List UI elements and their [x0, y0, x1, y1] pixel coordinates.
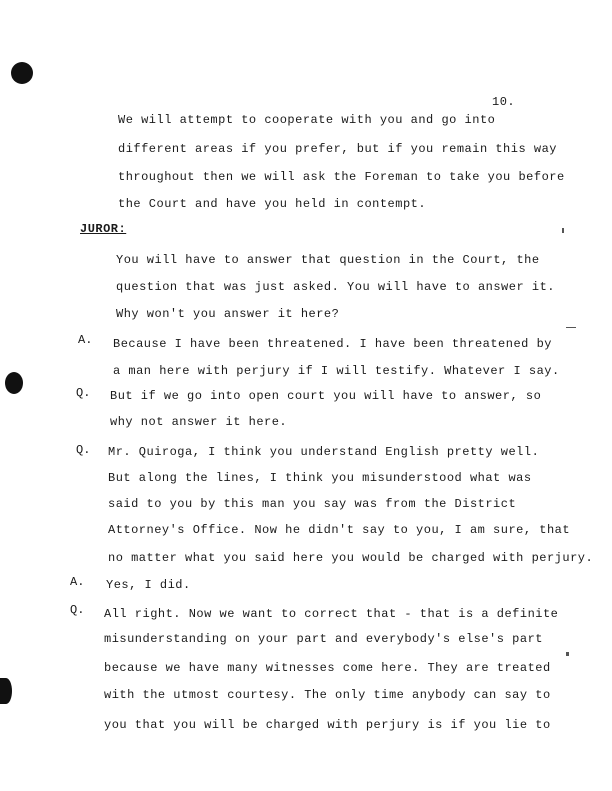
- text-line: with the utmost courtesy. The only time anybody can say to: [104, 688, 551, 702]
- text-line: no matter what you said here you would be charged with perjury.: [108, 551, 594, 565]
- text-line: a man here with perjury if I will testify. Whatever I say.: [113, 364, 560, 378]
- scan-mark: [566, 327, 576, 328]
- answer-marker: A.: [78, 333, 93, 347]
- text-line: why not answer it here.: [110, 415, 288, 429]
- binder-hole: [11, 62, 33, 84]
- question-marker: Q.: [76, 386, 91, 400]
- text-line: question that was just asked. You will have to answer it.: [116, 280, 555, 294]
- page-number: 10.: [492, 95, 516, 109]
- text-line: because we have many witnesses come here. They are treated: [104, 661, 551, 675]
- text-line: You will have to answer that question in the Court, the: [116, 253, 540, 267]
- text-line: misunderstanding on your part and everybody's else's part: [104, 632, 543, 646]
- text-line: We will attempt to cooperate with you and go into: [118, 113, 496, 127]
- text-line: the Court and have you held in contempt.: [118, 197, 427, 211]
- text-line: Attorney's Office. Now he didn't say to you, I am sure, that: [108, 523, 571, 537]
- scan-mark: [566, 652, 569, 656]
- binder-hole: [5, 372, 23, 394]
- text-line: But along the lines, I think you misunderstood what was: [108, 471, 532, 485]
- text-line: Mr. Quiroga, I think you understand English pretty well.: [108, 445, 540, 459]
- text-line: All right. Now we want to correct that - that is a definite: [104, 607, 559, 621]
- answer-marker: A.: [70, 575, 85, 589]
- question-marker: Q.: [76, 443, 91, 457]
- text-line: Because I have been threatened. I have been threatened by: [113, 337, 552, 351]
- text-line: said to you by this man you say was from the District: [108, 497, 517, 511]
- text-line: Yes, I did.: [106, 578, 191, 592]
- text-line: Why won't you answer it here?: [116, 307, 340, 321]
- binder-hole: [0, 678, 12, 704]
- text-line: But if we go into open court you will have to answer, so: [110, 389, 542, 403]
- question-marker: Q.: [70, 603, 85, 617]
- text-line: throughout then we will ask the Foreman to take you before: [118, 170, 565, 184]
- text-line: different areas if you prefer, but if you remain this way: [118, 142, 557, 156]
- text-line: you that you will be charged with perjury is if you lie to: [104, 718, 551, 732]
- scan-mark: [562, 228, 564, 233]
- speaker-label: JUROR:: [80, 222, 127, 236]
